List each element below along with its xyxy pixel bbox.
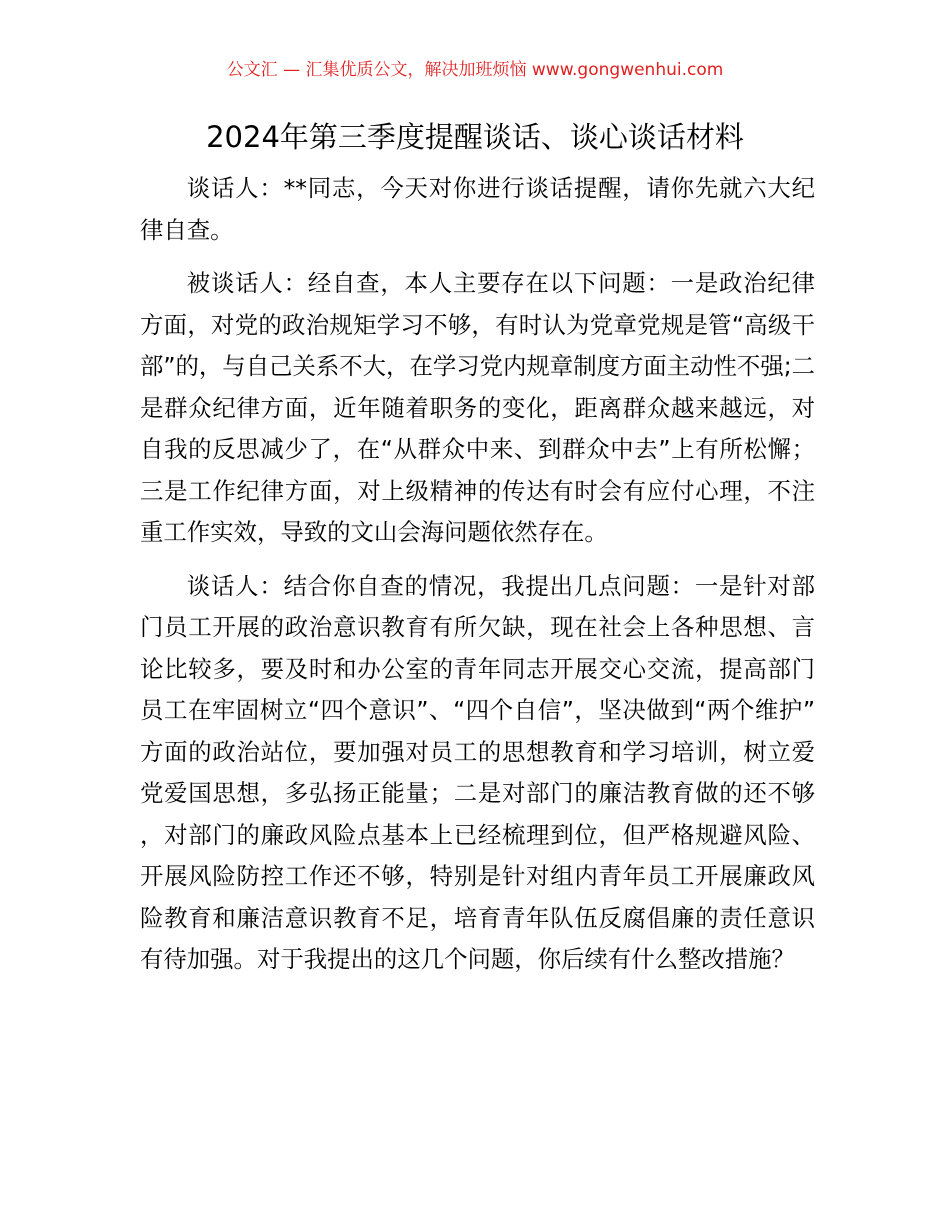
document-title: 2024年第三季度提醒谈话、谈心谈话材料 — [206, 120, 744, 154]
paragraph-self-inspection: 被谈话人：经自查，本人主要存在以下问题：一是政治纪律方面，对党的政治规矩学习不够，有时认为党章党规是管“高级干部”的，与自己关系不大，在学习党内规章制度方面主动性不强;二是群众纪律方面，近年随着职务的变化，距离群众越来越远，对自我的反思减少了，在“从群众中来、到群众中去”上有所松懈；三是工作纪律方面，对上级精神的传达有时会有应付心理，不注重工作实效，导致的文山会海问题依然存在。 — [140, 269, 815, 546]
header-banner[interactable]: 公文汇 — 汇集优质公文，解决加班烦恼 www.gongwenhui.com — [226, 60, 724, 80]
paragraph-opening-question: 谈话人：**同志，今天对你进行谈话提醒，请你先就六大纪律自查。 — [140, 174, 815, 244]
paragraph-issues-raised: 谈话人：结合你自查的情况，我提出几点问题：一是针对部门员工开展的政治意识教育有所欠缺，现在社会上各种思想、言论比较多，要及时和办公室的青年同志开展交心交流，提高部门员工在牢固树立“四个意识”、“四个自信”，坚决做到“两个维护”方面的政治站位，要加强对员工的思想教育和学习培训，树立爱党爱国思想，多弘扬正能量；二是对部门的廉洁教育做的还不够，对部门的廉政风险点基本上已经梳理到位，但严格规避风险、开展风险防控工作还不够，特别是针对组内青年员工开展廉政风险教育和廉洁意识教育不足，培育青年队伍反腐倡廉的责任意识有待加强。对于我提出的这几个问题，你后续有什么整改措施？ — [140, 571, 815, 973]
document-body — [140, 168, 815, 993]
